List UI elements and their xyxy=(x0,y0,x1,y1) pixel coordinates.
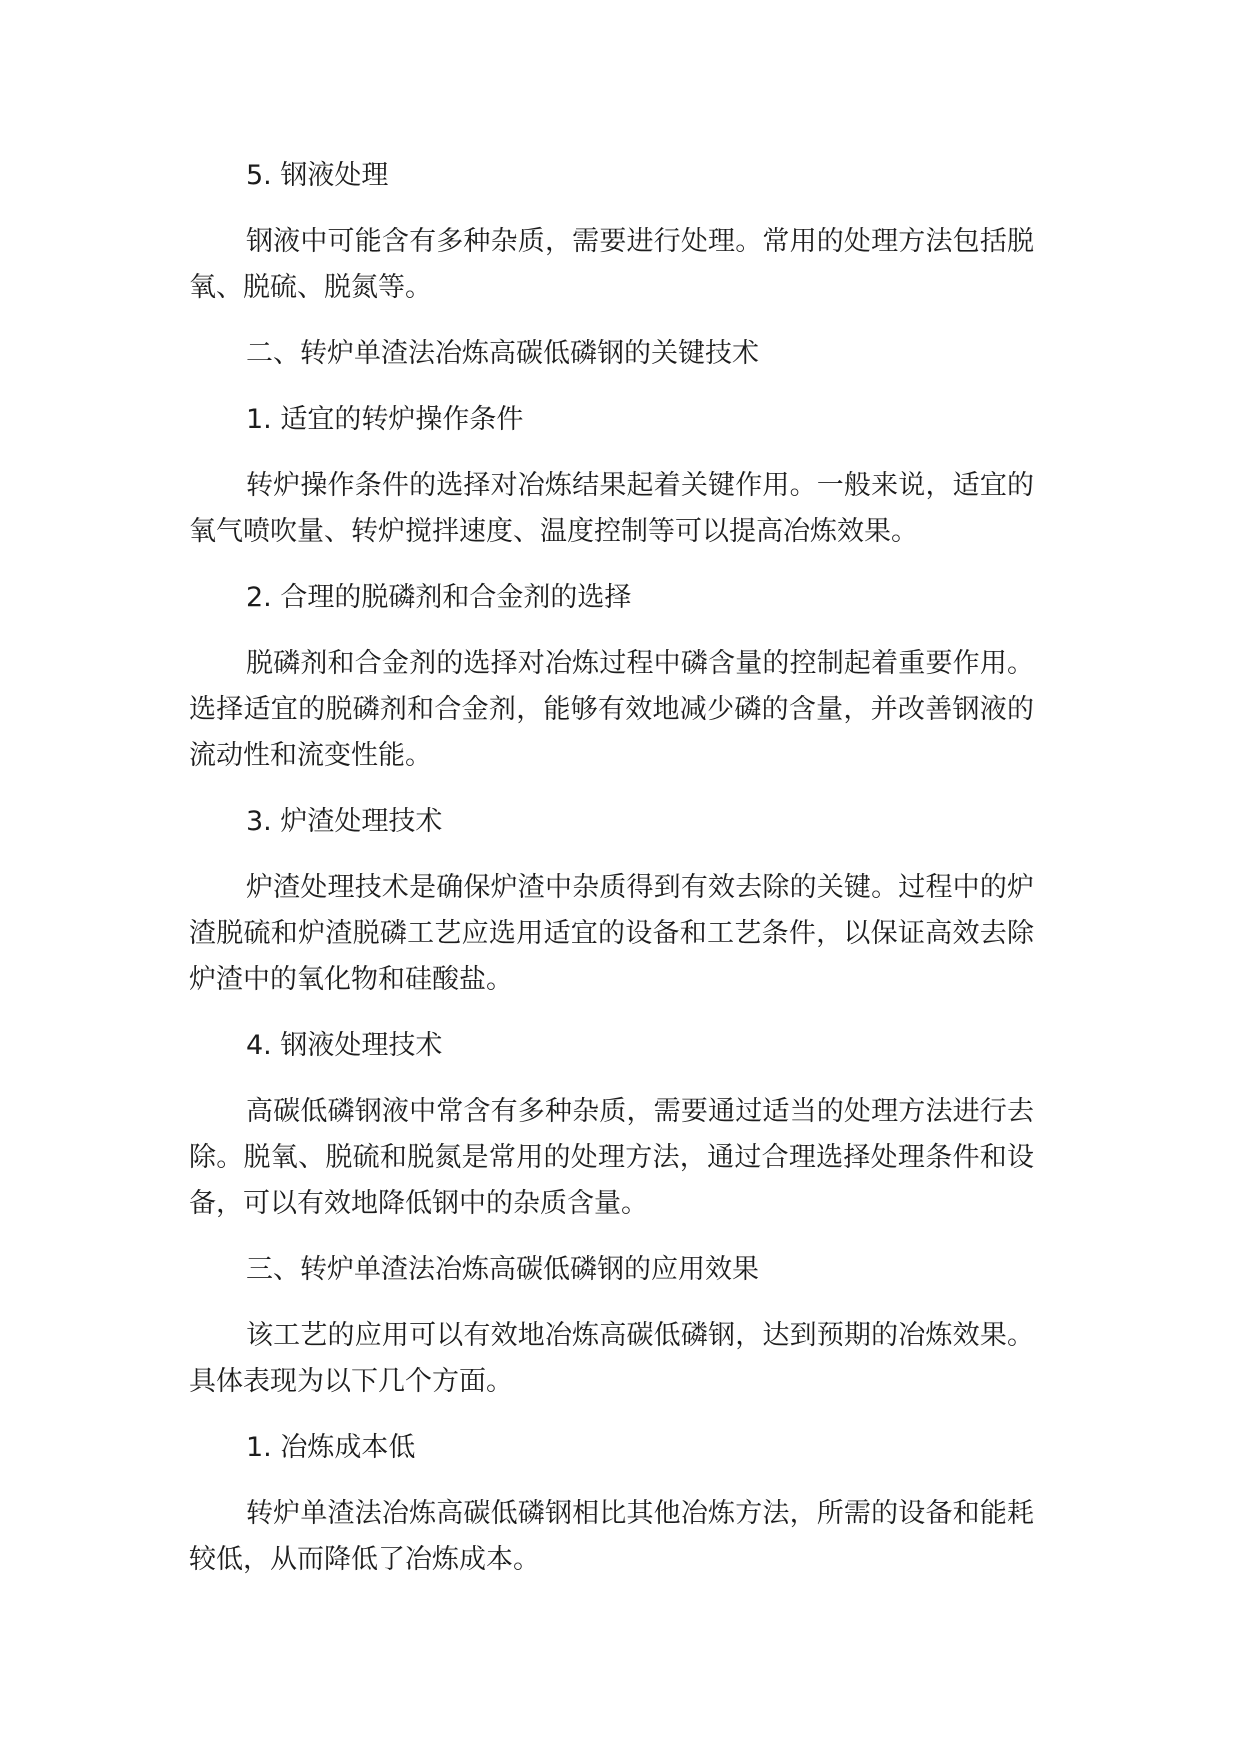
section-heading xyxy=(189,1023,1034,1069)
paragraph-line: 氧气喷吹量、转炉搅拌速度、温度控制等可以提高冶炼效果。 xyxy=(189,516,918,547)
heading-text: 1. 冶炼成本低 xyxy=(246,1432,416,1463)
section-heading xyxy=(189,397,1034,443)
paragraph xyxy=(189,1491,1034,1583)
paragraph-line: 具体表现为以下几个方面。 xyxy=(189,1366,513,1397)
paragraph xyxy=(189,219,1034,311)
paragraph xyxy=(189,641,1034,779)
heading-text: 4. 钢液处理技术 xyxy=(246,1030,443,1061)
heading-text: 二、转炉单渣法冶炼高碳低磷钢的关键技术 xyxy=(246,338,759,369)
heading-text: 三、转炉单渣法冶炼高碳低磷钢的应用效果 xyxy=(246,1254,759,1285)
paragraph-line: 炉渣中的氧化物和硅酸盐。 xyxy=(189,964,513,995)
paragraph-line: 脱磷剂和合金剂的选择对冶炼过程中磷含量的控制起着重要作用。 xyxy=(246,648,1034,679)
paragraph-line: 较低，从而降低了冶炼成本。 xyxy=(189,1544,540,1575)
document-body xyxy=(189,153,1034,1603)
paragraph-line: 渣脱硫和炉渣脱磷工艺应选用适宜的设备和工艺条件，以保证高效去除 xyxy=(189,918,1034,949)
paragraph xyxy=(189,1089,1034,1227)
paragraph-line: 炉渣处理技术是确保炉渣中杂质得到有效去除的关键。过程中的炉 xyxy=(246,872,1034,903)
paragraph xyxy=(189,463,1034,555)
paragraph-line: 氧、脱硫、脱氮等。 xyxy=(189,272,432,303)
heading-text: 3. 炉渣处理技术 xyxy=(246,806,443,837)
heading-text: 5. 钢液处理 xyxy=(246,160,389,191)
paragraph-line: 转炉单渣法冶炼高碳低磷钢相比其他冶炼方法，所需的设备和能耗 xyxy=(246,1498,1034,1529)
section-heading xyxy=(189,799,1034,845)
section-heading xyxy=(189,331,1034,377)
paragraph xyxy=(189,1313,1034,1405)
paragraph-line: 选择适宜的脱磷剂和合金剂，能够有效地减少磷的含量，并改善钢液的 xyxy=(189,694,1034,725)
paragraph-line: 流动性和流变性能。 xyxy=(189,740,432,771)
heading-text: 1. 适宜的转炉操作条件 xyxy=(246,404,524,435)
paragraph-line: 高碳低磷钢液中常含有多种杂质，需要通过适当的处理方法进行去 xyxy=(246,1096,1034,1127)
heading-text: 2. 合理的脱磷剂和合金剂的选择 xyxy=(246,582,632,613)
section-heading xyxy=(189,1247,1034,1293)
section-heading xyxy=(189,575,1034,621)
paragraph-line: 该工艺的应用可以有效地冶炼高碳低磷钢，达到预期的冶炼效果。 xyxy=(246,1320,1034,1351)
paragraph-line: 钢液中可能含有多种杂质，需要进行处理。常用的处理方法包括脱 xyxy=(246,226,1034,257)
section-heading xyxy=(189,1425,1034,1471)
section-heading xyxy=(189,153,1034,199)
paragraph-line: 转炉操作条件的选择对冶炼结果起着关键作用。一般来说，适宜的 xyxy=(246,470,1034,501)
paragraph-line: 除。脱氧、脱硫和脱氮是常用的处理方法，通过合理选择处理条件和设 xyxy=(189,1142,1034,1173)
paragraph-line: 备，可以有效地降低钢中的杂质含量。 xyxy=(189,1188,648,1219)
paragraph xyxy=(189,865,1034,1003)
